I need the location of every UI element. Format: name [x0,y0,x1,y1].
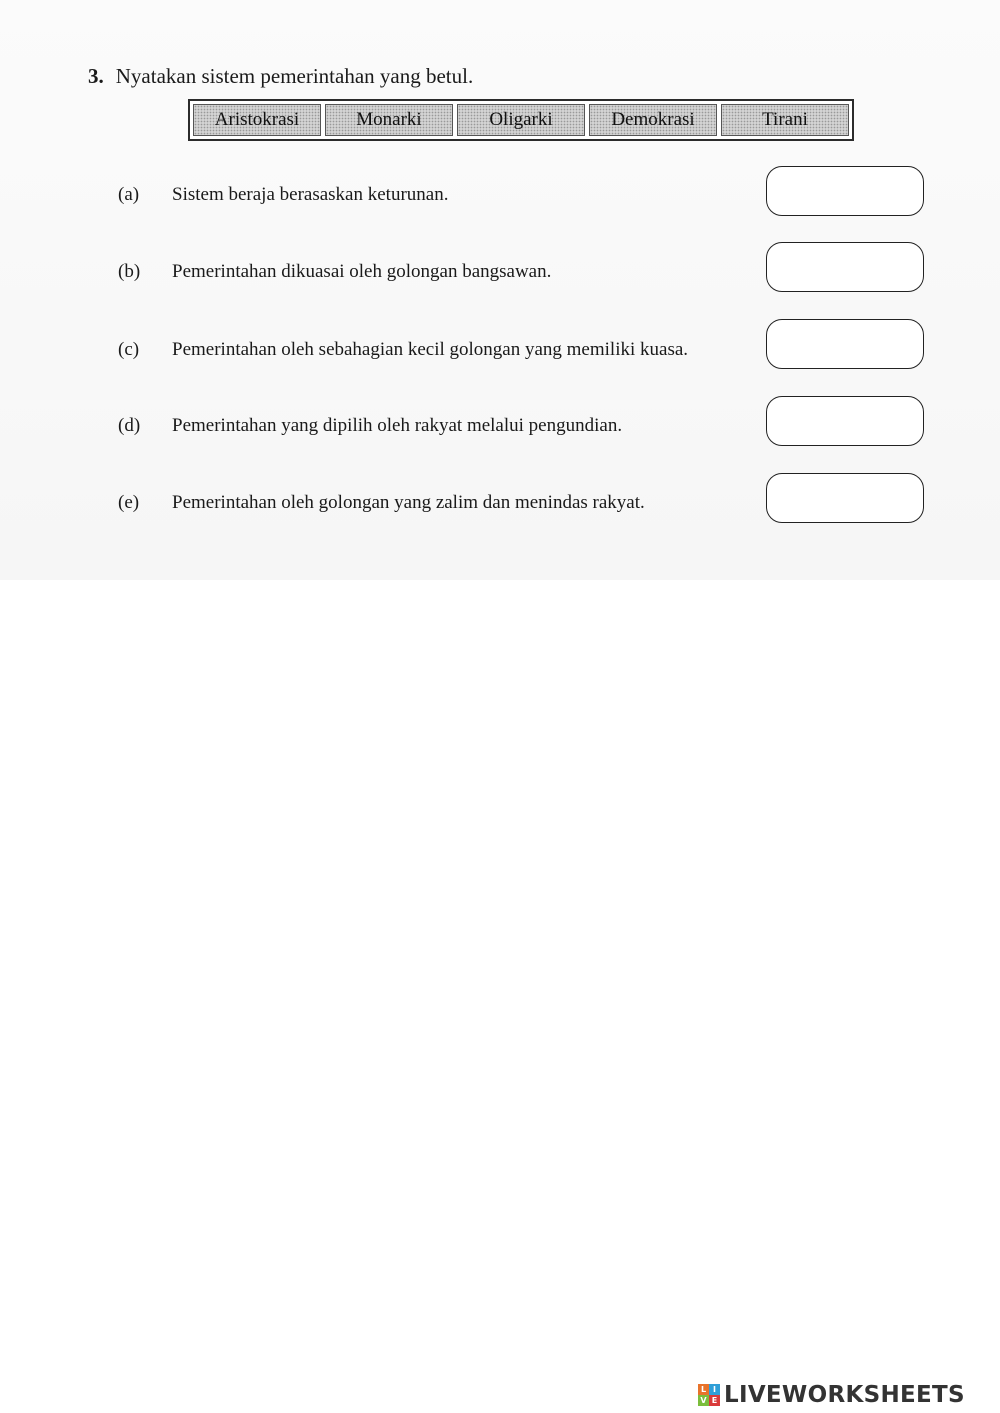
liveworksheets-wordmark: LIVEWORKSHEETS [724,1382,965,1408]
question-number: 3. [88,64,104,88]
item-label: (a) [118,184,140,205]
answer-box-a[interactable] [766,166,924,216]
options-word-bank [188,99,854,141]
option-monarki: Monarki [325,104,453,136]
item-text: Pemerintahan yang dipilih oleh rakyat melalui pengundian. [172,415,623,436]
question-item-d [118,415,622,437]
liveworksheets-logo-icon: L I V E [698,1384,720,1406]
question-heading [88,64,473,89]
question-item-b [118,261,551,283]
item-label: (d) [118,415,141,436]
option-oligarki: Oligarki [457,104,585,136]
answer-box-e[interactable] [766,473,924,523]
question-title: Nyatakan sistem pemerintahan yang betul. [115,64,474,88]
item-label: (b) [118,261,141,282]
question-item-e [118,492,645,514]
liveworksheets-watermark [698,1380,965,1410]
question-item-c [118,339,688,361]
question-item-a [118,184,448,206]
answer-box-c[interactable] [766,319,924,369]
item-text: Sistem beraja berasaskan keturunan. [172,184,449,205]
item-label: (e) [118,492,140,513]
item-text: Pemerintahan oleh sebahagian kecil golongan yang memiliki kuasa. [172,339,689,360]
option-demokrasi: Demokrasi [589,104,717,136]
item-label: (c) [118,339,140,360]
answer-box-d[interactable] [766,396,924,446]
item-text: Pemerintahan oleh golongan yang zalim dan menindas rakyat. [172,492,645,513]
answer-box-b[interactable] [766,242,924,292]
option-aristokrasi: Aristokrasi [193,104,321,136]
option-tirani: Tirani [721,104,849,136]
item-text: Pemerintahan dikuasai oleh golongan bangsawan. [172,261,552,282]
